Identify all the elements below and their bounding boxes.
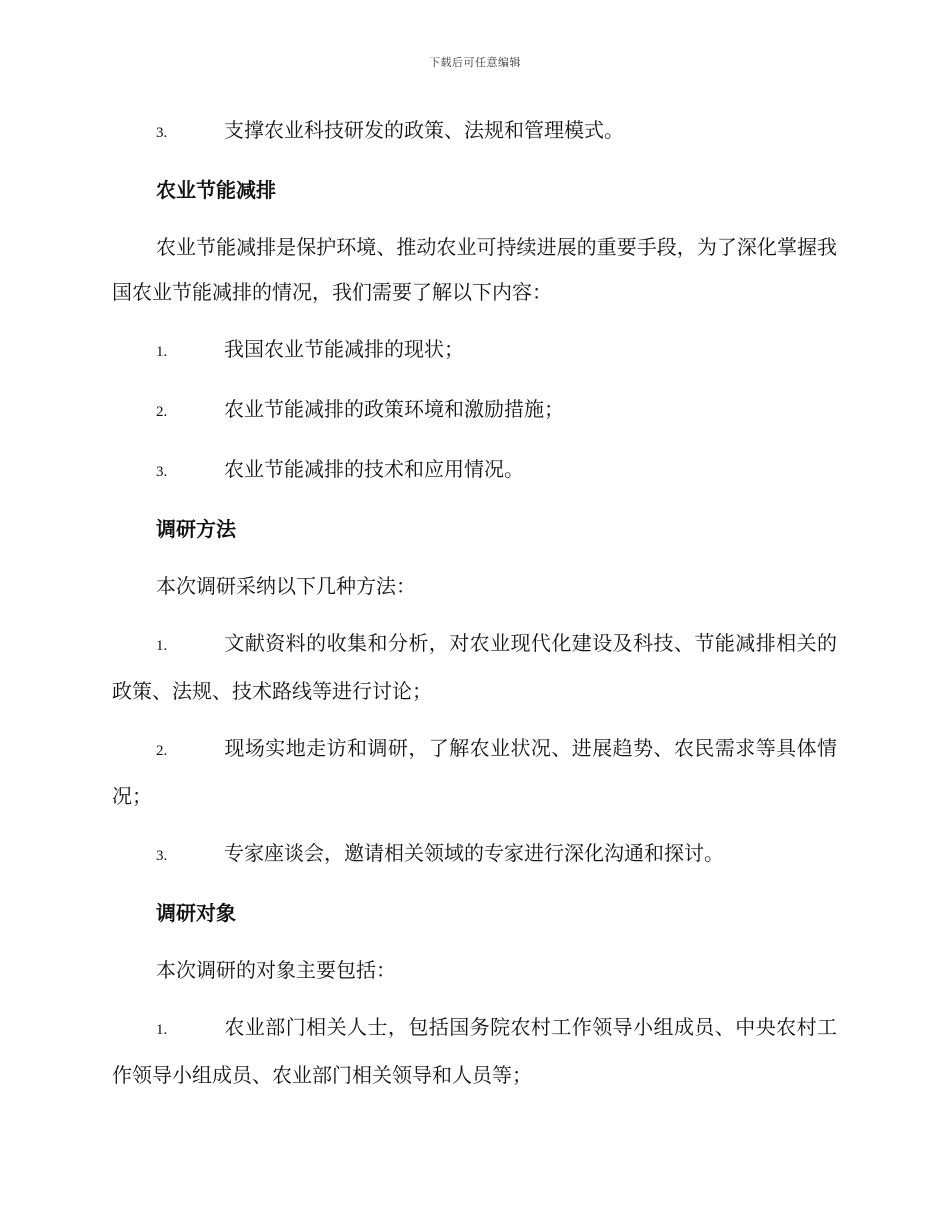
list-number: 2.	[156, 743, 168, 759]
list-text: 专家座谈会，邀请相关领域的专家进行深化沟通和探讨。	[224, 841, 724, 865]
list-item	[112, 327, 837, 375]
list-number: 1.	[156, 638, 168, 654]
paragraph: 本次调研的对象主要包括：	[156, 958, 396, 982]
list-text: 农业部门相关人士，包括国务院农村工作领导小组成员、中央农村工作领导小组成员、农业部门相关领导和人员等；	[112, 1015, 837, 1087]
list-text: 支撑农业科技研发的政策、法规和管理模式。	[224, 118, 624, 142]
section-heading-methods: 调研方法	[156, 517, 236, 541]
list-number: 1.	[156, 1022, 168, 1038]
list-text: 现场实地走访和调研，了解农业状况、进展趋势、农民需求等具体情况；	[112, 736, 837, 808]
page-header: 下载后可任意编辑	[429, 56, 521, 69]
list-text: 农业节能减排的技术和应用情况。	[224, 457, 524, 481]
list-number: 3.	[156, 464, 168, 480]
list-item	[112, 387, 837, 435]
section-heading-energy-saving: 农业节能减排	[156, 178, 276, 202]
paragraph: 农业节能减排是保护环境、推动农业可持续进展的重要手段，为了深化掌握我国农业节能减排的情况，我们需要了解以下内容：	[112, 235, 837, 304]
list-text: 农业节能减排的政策环境和激励措施；	[224, 397, 564, 421]
list-number: 3.	[156, 125, 168, 141]
list-item	[112, 108, 837, 156]
list-number: 1.	[156, 344, 168, 360]
section-heading-subjects: 调研对象	[156, 901, 236, 925]
paragraph: 本次调研采纳以下几种方法：	[156, 574, 416, 598]
list-item	[112, 726, 837, 819]
list-item	[112, 621, 837, 714]
list-number: 2.	[156, 404, 168, 420]
list-item	[112, 831, 837, 879]
list-text: 文献资料的收集和分析，对农业现代化建设及科技、节能减排相关的政策、法规、技术路线等进行讨论；	[112, 631, 837, 703]
list-number: 3.	[156, 848, 168, 864]
list-item	[112, 447, 837, 495]
document-body	[112, 108, 837, 1110]
list-item	[112, 1005, 837, 1098]
list-text: 我国农业节能减排的现状；	[224, 337, 464, 361]
